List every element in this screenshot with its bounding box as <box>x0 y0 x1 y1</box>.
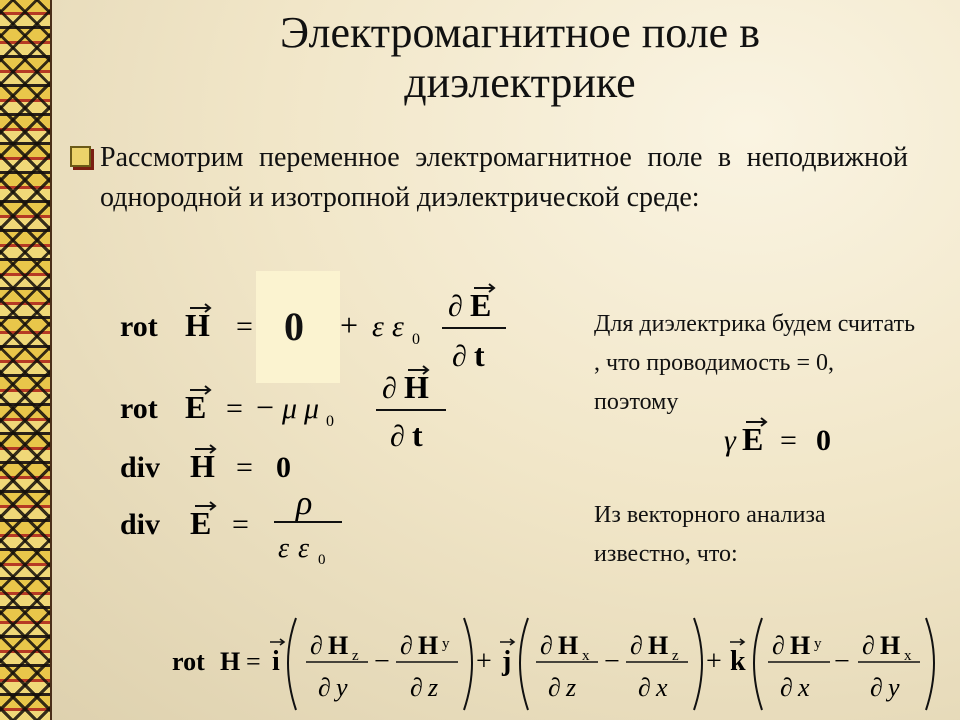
partial-symbol: ∂ <box>630 631 643 660</box>
left-paren <box>754 618 762 710</box>
plus-sign: + <box>476 646 492 677</box>
left-paren <box>520 618 528 710</box>
equation-rot-h <box>120 284 506 373</box>
e-symbol: E <box>190 505 212 541</box>
x-variable: x <box>656 673 668 702</box>
subscript-y: y <box>814 636 822 652</box>
partial-symbol: ∂ <box>452 340 467 373</box>
mu: μ <box>282 392 298 425</box>
partial-symbol: ∂ <box>540 631 553 660</box>
rot-label: rot <box>120 310 158 343</box>
vector-arrow-icon <box>500 639 514 645</box>
partial-symbol: ∂ <box>400 631 413 660</box>
minus-sign: − <box>374 646 390 677</box>
partial-symbol: ∂ <box>780 673 793 702</box>
subscript-z: z <box>352 648 359 664</box>
rot-label: rot <box>172 647 205 676</box>
minus-sign: − <box>604 646 620 677</box>
equals-sign: = <box>236 451 253 484</box>
equals-sign: = <box>226 392 243 425</box>
right-paren <box>694 618 702 710</box>
h-symbol: H <box>880 631 901 660</box>
equation-rot-e <box>120 366 446 453</box>
z-variable: z <box>428 673 439 702</box>
subscript-z: z <box>672 648 679 664</box>
j-unit-vector: j <box>502 646 512 677</box>
rho: ρ <box>296 485 313 522</box>
placeholder-zero: 0 <box>284 304 304 349</box>
gamma-e-equation <box>722 414 842 458</box>
y-variable: y <box>888 673 900 702</box>
h-symbol: H <box>648 631 669 660</box>
equals-sign: = <box>236 310 253 343</box>
plus-sign: + <box>706 646 722 677</box>
equals-sign: = <box>232 508 249 541</box>
partial-symbol: ∂ <box>548 673 561 702</box>
x-variable: x <box>798 673 810 702</box>
subscript-x: x <box>904 648 912 664</box>
right-paren <box>464 618 472 710</box>
vector-arrow-icon <box>270 639 284 645</box>
bullet-text: Рассмотрим переменное электромагнитное поле в неподвижной однородной и изотропной диэлектрической среде: <box>100 142 908 213</box>
h-symbol: H <box>190 448 215 484</box>
partial-symbol: ∂ <box>390 420 405 453</box>
i-unit-vector: i <box>272 646 280 677</box>
mu: μ <box>304 392 320 425</box>
e-symbol: E <box>470 287 492 323</box>
zero-value: 0 <box>816 424 831 457</box>
subscript-zero: 0 <box>412 331 420 348</box>
t-symbol: t <box>412 417 423 453</box>
rot-label: rot <box>120 392 158 425</box>
h-symbol: H <box>328 631 349 660</box>
side-note-vector-analysis: Из векторного анализа известно, что: <box>594 502 826 567</box>
partial-symbol: ∂ <box>638 673 651 702</box>
h-symbol: H <box>558 631 579 660</box>
minus-sign: − <box>834 646 850 677</box>
equation-div-h <box>120 445 291 484</box>
y-variable: y <box>336 673 348 702</box>
equation-div-e <box>120 485 342 568</box>
partial-symbol: ∂ <box>382 372 397 405</box>
h-symbol: H <box>418 631 439 660</box>
subscript-y: y <box>442 636 450 652</box>
right-paren <box>926 618 934 710</box>
slide-title: Электромагнитное поле в диэлектрике <box>280 8 760 107</box>
partial-symbol: ∂ <box>448 290 463 323</box>
side-note-conductivity: Для диэлектрика будем считать , что проводимость = 0, поэтому <box>594 311 916 415</box>
partial-symbol: ∂ <box>870 673 883 702</box>
equals-sign: = <box>780 424 797 457</box>
epsilon: ε <box>278 533 290 564</box>
z-variable: z <box>566 673 577 702</box>
gamma: γ <box>724 424 736 457</box>
h-symbol: H <box>220 647 241 676</box>
subscript-zero: 0 <box>326 413 334 430</box>
decorative-border <box>0 0 52 720</box>
div-label: div <box>120 508 161 541</box>
subscript-x: x <box>582 648 590 664</box>
zero-value: 0 <box>276 451 291 484</box>
epsilon: ε <box>392 310 404 343</box>
subscript-zero: 0 <box>318 552 326 568</box>
h-symbol: H <box>790 631 811 660</box>
equals-sign: = <box>246 647 261 676</box>
h-symbol: H <box>185 307 210 343</box>
e-symbol: E <box>742 421 764 457</box>
minus-sign: − <box>256 389 275 425</box>
partial-symbol: ∂ <box>410 673 423 702</box>
partial-symbol: ∂ <box>772 631 785 660</box>
epsilon: ε <box>298 533 310 564</box>
e-symbol: E <box>185 389 207 425</box>
maxwell-equations <box>110 272 530 572</box>
left-paren <box>288 618 296 710</box>
partial-symbol: ∂ <box>862 631 875 660</box>
t-symbol: t <box>474 337 485 373</box>
rot-h-expansion <box>168 612 948 718</box>
div-label: div <box>120 451 161 484</box>
vector-arrow-icon <box>730 639 744 645</box>
partial-symbol: ∂ <box>318 673 331 702</box>
checkbox-bullet-icon <box>70 146 91 167</box>
partial-symbol: ∂ <box>310 631 323 660</box>
plus-sign: + <box>340 307 359 343</box>
k-unit-vector: k <box>730 646 746 677</box>
h-symbol: H <box>404 369 429 405</box>
epsilon: ε <box>372 310 384 343</box>
